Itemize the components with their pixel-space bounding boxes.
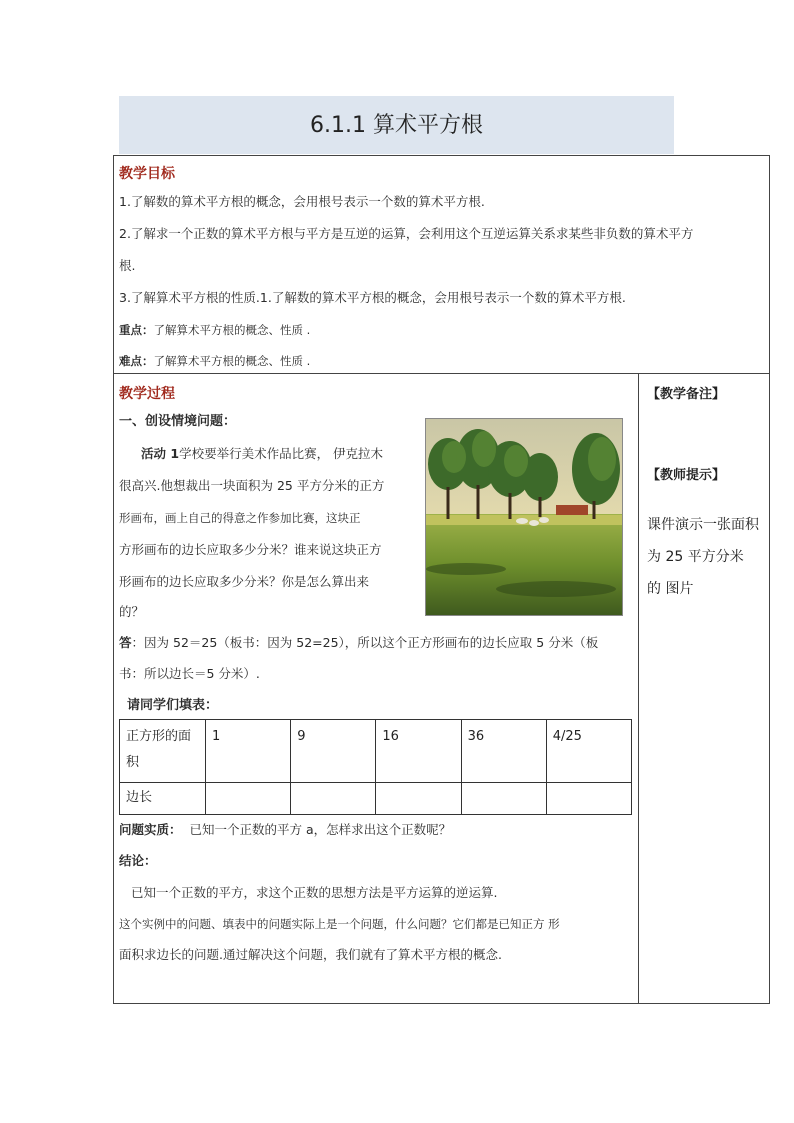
difficult-point-text: 了解算术平方根的概念、性质 . [153,354,311,368]
goals-title: 教学目标 [119,166,175,182]
question [119,822,451,838]
teacher-tip-line-1: 课件演示一张面积 [647,517,759,533]
activity-line-2: 很高兴.他想裁出一块面积为 25 平方分米的正方 [119,478,385,493]
activity-label: 活动 1 [141,446,180,461]
difficult-point-label: 难点： [119,354,154,368]
answer-label: 答 [119,635,132,650]
landscape-painting [425,418,623,616]
goal-item-3: 3.了解算术平方根的性质.1.了解数的算术平方根的概念，会用根号表示一个数的算术平方根. [119,290,626,305]
activity-line-3: 形画布，画上自己的得意之作参加比赛，这块正 [119,511,361,525]
conclusion-line-1: 已知一个正数的平方，求这个正数的思想方法是平方运算的逆运算. [131,885,498,900]
teacher-tip-title: 【教师提示】 [647,468,726,483]
table-cell-empty[interactable] [376,783,461,815]
activity-line-1 [141,446,383,462]
teaching-notes-title: 【教学备注】 [647,387,726,402]
activity-line-6: 的？ [119,604,145,619]
section-divider [113,373,770,374]
table-cell: 4/25 [546,720,631,783]
table-cell: 9 [291,720,376,783]
table-cell: 36 [461,720,546,783]
goal-item-2-line2: 根. [119,258,136,273]
key-point [119,322,310,338]
table-cell: 1 [206,720,291,783]
question-text: 已知一个正数的平方 a，怎样求出这个正数呢？ [189,822,452,837]
answer-text-1: ：因为 52＝25（板书：因为 52=25），所以这个正方形画布的边长应取 5 分米（板 [131,635,599,650]
key-point-text: 了解算术平方根的概念、性质 . [153,323,311,337]
page-title: 6.1.1 算术平方根 [310,113,483,138]
difficult-point [119,353,310,369]
table-row [120,720,632,783]
answer-line-2: 书：所以边长＝5 分米）. [119,666,260,681]
activity-line-5: 形画布的边长应取多少分米？你是怎么算出来 [119,574,370,589]
landscape-painting-svg [426,419,622,615]
table-cell: 16 [376,720,461,783]
table-cell-empty[interactable] [546,783,631,815]
title-band [119,96,674,154]
conclusion-line-3: 面积求边长的问题.通过解决这个问题，我们就有了算术平方根的概念. [119,947,502,962]
table-prompt: 请同学们填表： [127,698,219,713]
question-label: 问题实质： [119,822,182,837]
conclusion-line-2: 这个实例中的问题、填表中的问题实际上是一个问题，什么问题？它们都是已知正方 形 [119,917,560,931]
table-cell-empty[interactable] [206,783,291,815]
goal-item-2-line1: 2.了解求一个正数的算术平方根与平方是互逆的运算，会利用这个互逆运算关系求某些非负数的算术平方 [119,226,694,241]
key-point-label: 重点： [119,323,154,337]
table-cell-empty[interactable] [291,783,376,815]
table-row-head-side: 边长 [120,783,206,815]
section-1-heading: 一、创设情境问题： [119,414,237,429]
table-row-head-area: 正方形的面积 [120,720,206,783]
teacher-tip-line-3: 的 图片 [647,581,694,597]
column-divider [638,373,639,1004]
activity-line-4: 方形画布的边长应取多少分米？谁来说这块正方 [119,542,382,557]
fill-in-table [119,719,632,815]
process-title: 教学过程 [119,386,175,402]
answer-line-1 [119,635,598,651]
table-cell-empty[interactable] [461,783,546,815]
activity-text-1: 学校要举行美术作品比赛， 伊克拉木 [179,446,384,461]
teacher-tip-line-2: 为 25 平方分米 [647,549,744,565]
table-row [120,783,632,815]
conclusion-label: 结论： [119,853,157,868]
goal-item-1: 1.了解数的算术平方根的概念，会用根号表示一个数的算术平方根. [119,194,485,209]
